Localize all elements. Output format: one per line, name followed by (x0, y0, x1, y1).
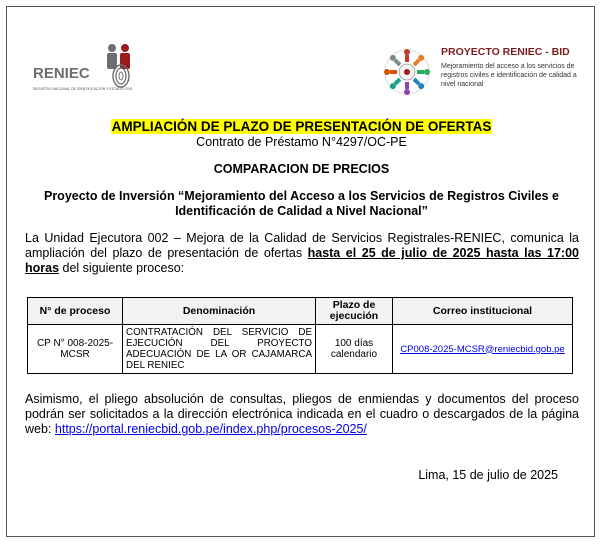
intro-text-end: del siguiente proceso: (59, 261, 185, 275)
header-process: N° de proceso (28, 298, 123, 325)
section-heading: COMPARACION DE PRECIOS (213, 162, 390, 176)
project-title-line-1: Proyecto de Inversión “Mejoramiento del Acceso a los Servicios de Registros Civiles e (43, 189, 559, 203)
intro-paragraph (25, 231, 579, 276)
header-name: Denominación (123, 298, 316, 325)
reniec-logo (33, 43, 143, 103)
title-block (7, 118, 596, 136)
cell-name: CONTRATACIÓN DEL SERVICIO DE EJECUCIÓN DEL PROYECTO ADECUACIÓN DE LA OR CAJAMARCA DEL RENIEC (123, 325, 316, 374)
header-term: Plazo de ejecución (316, 298, 393, 325)
reniec-logo-text: RENIEC (33, 65, 90, 82)
bid-description: Mejoramiento del acceso a los servicios de registros civiles e identificación de calidad a nivel nacional (441, 63, 577, 88)
cell-process: CP N° 008-2025-MCSR (28, 325, 123, 374)
bid-title: PROYECTO RENIEC - BID (441, 46, 570, 58)
closing-text: Asimismo, el pliego absolución de consultas, pliegos de enmiendas y documentos del proceso podrán ser solicitados a la dirección electrónica indicada en el cuadro o descargados de la página web: (25, 392, 579, 436)
process-table (27, 297, 573, 374)
header-email: Correo institucional (393, 298, 573, 325)
document-page (6, 6, 595, 537)
document-date: Lima, 15 de julio de 2025 (418, 468, 558, 482)
deadline-highlight: hasta el 25 de julio de 2025 hasta las 17:00 horas (25, 246, 579, 275)
procesos-link[interactable]: https://portal.reniecbid.gob.pe/index.php/procesos-2025/ (54, 422, 367, 436)
cell-term: 100 días calendario (316, 325, 393, 374)
cell-email (393, 325, 573, 374)
table-header-row (28, 298, 573, 325)
people-circle-icon (377, 45, 437, 99)
contract-number: Contrato de Préstamo N°4297/OC-PE (196, 135, 407, 149)
table-row (28, 325, 573, 374)
project-title (7, 189, 596, 219)
reniec-logo-subtext: REGISTRO NACIONAL DE IDENTIFICACIÓN Y ESTADO CIVIL (33, 87, 134, 91)
page-title: AMPLIACIÓN DE PLAZO DE PRESENTACIÓN DE OFERTAS (111, 119, 492, 134)
intro-text: La Unidad Ejecutora 002 – Mejora de la Calidad de Servicios Registrales-RENIEC, comunica la ampliación del plazo de presentación de ofertas (25, 231, 579, 260)
closing-paragraph (25, 392, 579, 437)
project-title-line-2: Identificación de Calidad a Nivel Nacional” (175, 204, 428, 218)
bid-emblem (377, 45, 437, 99)
email-link[interactable]: CP008-2025-MCSR@reniecbid.gob.pe (400, 343, 565, 355)
